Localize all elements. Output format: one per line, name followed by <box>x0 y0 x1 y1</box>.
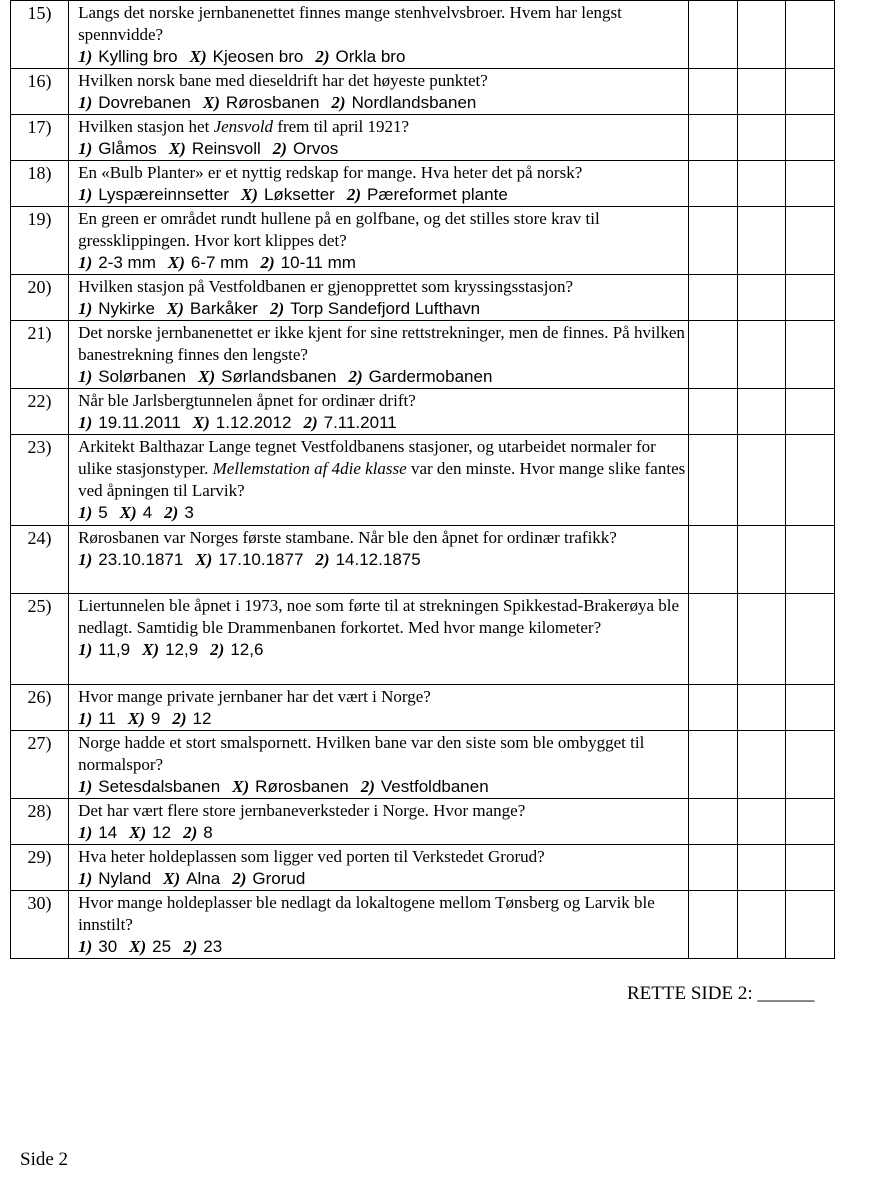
option-key: 1) <box>78 299 93 318</box>
option-value: Kjeosen bro <box>212 47 304 66</box>
answer-options <box>78 708 688 730</box>
option-key: X) <box>129 823 147 842</box>
option-value: Barkåker <box>189 299 258 318</box>
option-key: 2) <box>269 299 285 318</box>
answer-box-1[interactable] <box>688 799 737 845</box>
option-value: 23 <box>203 937 223 956</box>
option-key: 2) <box>346 185 361 204</box>
option-key: 1) <box>78 937 93 956</box>
option-key: 2) <box>315 47 330 66</box>
option-value: 25 <box>152 937 172 956</box>
question-number: 17) <box>11 115 69 161</box>
option-value: Reinsvoll <box>191 139 261 158</box>
option-value: 17.10.1877 <box>218 550 304 569</box>
option-key: 2) <box>315 550 330 569</box>
question-cell <box>69 321 689 389</box>
option-value: Orkla bro <box>335 47 406 66</box>
question-cell <box>69 275 689 321</box>
option-key: 1) <box>78 869 93 888</box>
option-key: 2) <box>232 869 247 888</box>
answer-box-1[interactable] <box>688 731 737 799</box>
option-key: 1) <box>78 253 93 272</box>
option-key: 1) <box>78 823 93 842</box>
option-value: Sørlandsbanen <box>221 367 337 386</box>
question-text: Det har vært flere store jernbaneverksteder i Norge. Hvor mange? <box>78 801 526 820</box>
answer-box-2[interactable] <box>785 435 834 526</box>
answer-box-x[interactable] <box>737 321 785 389</box>
option-value: 10-11 mm <box>280 253 356 272</box>
answer-options <box>78 138 688 160</box>
option-value: 14 <box>98 823 118 842</box>
question-text-part: var den minste. Hvor mange slike fantes ved åpningen til Larvik? <box>78 459 686 500</box>
question-row <box>11 594 835 685</box>
option-value: Pæreformet plante <box>366 185 508 204</box>
answer-options <box>78 92 688 114</box>
question-text: En «Bulb Planter» er et nyttig redskap for mange. Hva heter det på norsk? <box>78 163 583 182</box>
question-cell <box>69 731 689 799</box>
question-text <box>78 436 688 502</box>
question-row <box>11 799 835 845</box>
question-row <box>11 845 835 891</box>
option-value: Rørosbanen <box>225 93 320 112</box>
answer-box-1[interactable] <box>688 207 737 275</box>
answer-box-x[interactable] <box>737 275 785 321</box>
option-value: Løksetter <box>263 185 335 204</box>
question-number: 28) <box>11 799 69 845</box>
question-text: Norge hadde et stort smalspornett. Hvilken bane var den siste som ble ombygget til normalspor? <box>78 733 645 774</box>
question-row <box>11 115 835 161</box>
option-value: 30 <box>98 937 118 956</box>
answer-box-2[interactable] <box>785 526 834 594</box>
question-text: Rørosbanen var Norges første stambane. Når ble den åpnet for ordinær trafikk? <box>78 528 617 547</box>
option-value: 9 <box>150 709 161 728</box>
question-cell <box>69 845 689 891</box>
question-row <box>11 69 835 115</box>
answer-box-x[interactable] <box>737 435 785 526</box>
answer-options <box>78 776 688 798</box>
option-value: 12,6 <box>230 640 264 659</box>
option-value: 23.10.1871 <box>98 550 184 569</box>
answer-options <box>78 868 688 890</box>
score-label: RETTE SIDE 2: ______ <box>627 983 815 1004</box>
answer-box-x[interactable] <box>737 526 785 594</box>
answer-box-x[interactable] <box>737 731 785 799</box>
question-cell <box>69 685 689 731</box>
answer-box-x[interactable] <box>737 685 785 731</box>
page-footer: Side 2 <box>20 1149 69 1170</box>
option-key: 1) <box>78 709 93 728</box>
option-value: 12 <box>152 823 172 842</box>
answer-box-2[interactable] <box>785 845 834 891</box>
answer-options <box>78 46 688 68</box>
question-number: 23) <box>11 435 69 526</box>
question-cell <box>69 207 689 275</box>
option-key: X) <box>192 413 210 432</box>
answer-options <box>78 366 688 388</box>
option-key: X) <box>168 139 186 158</box>
option-value: 14.12.1875 <box>335 550 421 569</box>
option-value: Dovrebanen <box>98 93 191 112</box>
option-key: 2) <box>164 503 179 522</box>
answer-options <box>78 252 688 274</box>
option-value: 2-3 mm <box>98 253 156 272</box>
answer-box-1[interactable] <box>688 594 737 685</box>
answer-options <box>78 549 688 571</box>
answer-options <box>78 412 688 434</box>
option-key: 1) <box>78 93 93 112</box>
option-key: 1) <box>78 413 93 432</box>
option-key: 1) <box>78 550 93 569</box>
question-number: 18) <box>11 161 69 207</box>
answer-box-x[interactable] <box>737 69 785 115</box>
question-number: 24) <box>11 526 69 594</box>
answer-box-1[interactable] <box>688 115 737 161</box>
option-value: 7.11.2011 <box>323 413 397 432</box>
question-text: Liertunnelen ble åpnet i 1973, noe som førte til at strekningen Spikkestad-Brakerøya ble nedlagt. Samtidig ble Drammenbanen forkortet. Med hvor mange kilometer? <box>78 596 680 637</box>
answer-box-x[interactable] <box>737 845 785 891</box>
question-row <box>11 685 835 731</box>
question-cell <box>69 389 689 435</box>
answer-box-1[interactable] <box>688 69 737 115</box>
answer-options <box>78 298 688 320</box>
quiz-table <box>10 0 835 959</box>
question-text: Det norske jernbanenettet er ikke kjent for sine rettstrekninger, men de finnes. På hvilken banestrekning finnes den lengste? <box>78 323 685 364</box>
option-key: X) <box>166 299 184 318</box>
option-key: 2) <box>348 367 363 386</box>
option-key: 2) <box>210 640 225 659</box>
question-row <box>11 1 835 69</box>
option-key: 1) <box>78 185 93 204</box>
question-cell <box>69 526 689 594</box>
question-text-italic: Jensvold <box>213 117 274 136</box>
answer-box-1[interactable] <box>688 321 737 389</box>
option-key: 2) <box>183 823 198 842</box>
answer-box-x[interactable] <box>737 891 785 959</box>
answer-options <box>78 184 688 206</box>
option-value: Solørbanen <box>98 367 187 386</box>
answer-box-x[interactable] <box>737 389 785 435</box>
answer-box-x[interactable] <box>737 161 785 207</box>
option-key: 2) <box>360 777 375 796</box>
question-text: En green er området rundt hullene på en golfbane, og det stilles store krav til gressklippingen. Hvor kort klippes det? <box>78 209 600 250</box>
answer-box-2[interactable] <box>785 207 834 275</box>
option-value: 1.12.2012 <box>215 413 292 432</box>
option-value: Glåmos <box>98 139 157 158</box>
question-number: 27) <box>11 731 69 799</box>
option-key: X) <box>198 367 216 386</box>
option-value: Torp Sandefjord Lufthavn <box>290 299 481 318</box>
option-key: 1) <box>78 640 93 659</box>
option-value: Lyspæreinnsetter <box>98 185 229 204</box>
option-key: 1) <box>78 367 93 386</box>
option-key: 2) <box>183 937 198 956</box>
answer-box-2[interactable] <box>785 275 834 321</box>
option-value: Nyland <box>98 869 152 888</box>
option-value: Alna <box>186 869 221 888</box>
answer-box-1[interactable] <box>688 891 737 959</box>
question-row <box>11 321 835 389</box>
answer-box-2[interactable] <box>785 69 834 115</box>
question-number: 22) <box>11 389 69 435</box>
question-text: Hvor mange holdeplasser ble nedlagt da lokaltogene mellom Tønsberg og Larvik ble innstilt? <box>78 893 655 934</box>
option-value: 12,9 <box>165 640 199 659</box>
question-text-part: Arkitekt Balthazar Lange tegnet Vestfoldbanens stasjoner, og utarbeidet normaler for ulike stasjonstyper. <box>78 437 656 478</box>
option-value: Gardermobanen <box>368 367 493 386</box>
question-row <box>11 389 835 435</box>
question-row <box>11 435 835 526</box>
question-text: Hvor mange private jernbaner har det vært i Norge? <box>78 687 431 706</box>
answer-options <box>78 639 688 661</box>
question-cell <box>69 69 689 115</box>
question-text: Hvilken norsk bane med dieseldrift har det høyeste punktet? <box>78 71 488 90</box>
question-text-italic: Mellemstation af 4die klasse <box>212 459 407 478</box>
question-cell <box>69 594 689 685</box>
option-value: Orvos <box>292 139 339 158</box>
option-key: X) <box>142 640 160 659</box>
option-key: 1) <box>78 139 93 158</box>
option-key: X) <box>232 777 250 796</box>
question-cell <box>69 1 689 69</box>
question-cell <box>69 799 689 845</box>
option-key: 2) <box>172 709 187 728</box>
question-text: Hvilken stasjon på Vestfoldbanen er gjenopprettet som kryssingsstasjon? <box>78 277 574 296</box>
answer-box-2[interactable] <box>785 891 834 959</box>
option-key: X) <box>127 709 145 728</box>
answer-box-1[interactable] <box>688 526 737 594</box>
option-key: 1) <box>78 777 93 796</box>
option-value: 11,9 <box>98 640 131 659</box>
question-row <box>11 275 835 321</box>
question-text-part: Hvilken stasjon het <box>78 117 214 136</box>
question-cell <box>69 161 689 207</box>
answer-box-1[interactable] <box>688 161 737 207</box>
question-row <box>11 526 835 594</box>
question-row <box>11 161 835 207</box>
option-value: 5 <box>98 503 108 522</box>
option-value: 6-7 mm <box>190 253 249 272</box>
option-value: Setesdalsbanen <box>98 777 221 796</box>
option-value: Kylling bro <box>98 47 178 66</box>
option-key: 1) <box>78 47 93 66</box>
option-value: 11 <box>98 709 116 728</box>
option-value: Grorud <box>252 869 306 888</box>
question-cell <box>69 435 689 526</box>
answer-box-2[interactable] <box>785 799 834 845</box>
question-row <box>11 207 835 275</box>
question-number: 15) <box>11 1 69 69</box>
answer-box-2[interactable] <box>785 115 834 161</box>
answer-box-2[interactable] <box>785 389 834 435</box>
question-number: 30) <box>11 891 69 959</box>
question-cell <box>69 891 689 959</box>
option-value: 8 <box>203 823 213 842</box>
question-text <box>78 116 688 138</box>
answer-options <box>78 822 688 844</box>
answer-box-1[interactable] <box>688 389 737 435</box>
question-text: Langs det norske jernbanenettet finnes mange stenhvelvsbroer. Hvem har lengst spennvidde? <box>78 3 622 44</box>
option-key: X) <box>119 503 137 522</box>
question-number: 19) <box>11 207 69 275</box>
question-text: Hva heter holdeplassen som ligger ved porten til Verkstedet Grorud? <box>78 847 545 866</box>
option-value: Vestfoldbanen <box>380 777 489 796</box>
answer-box-2[interactable] <box>785 685 834 731</box>
option-value: 4 <box>142 503 153 522</box>
answer-box-1[interactable] <box>688 435 737 526</box>
question-number: 29) <box>11 845 69 891</box>
option-key: X) <box>202 93 220 112</box>
option-key: X) <box>240 185 258 204</box>
option-key: X) <box>129 937 147 956</box>
option-value: Rørosbanen <box>255 777 349 796</box>
answer-box-x[interactable] <box>737 207 785 275</box>
option-key: X) <box>195 550 213 569</box>
option-value: Nordlandsbanen <box>351 93 477 112</box>
question-number: 25) <box>11 594 69 685</box>
option-value: Nykirke <box>98 299 155 318</box>
question-number: 21) <box>11 321 69 389</box>
option-value: 3 <box>184 503 194 522</box>
option-key: 2) <box>272 139 287 158</box>
option-key: 1) <box>78 503 93 522</box>
answer-box-2[interactable] <box>785 594 834 685</box>
answer-box-2[interactable] <box>785 321 834 389</box>
answer-box-1[interactable] <box>688 1 737 69</box>
answer-options <box>78 936 688 958</box>
answer-box-x[interactable] <box>737 799 785 845</box>
answer-box-2[interactable] <box>785 731 834 799</box>
option-key: X) <box>167 253 185 272</box>
option-key: X) <box>189 47 207 66</box>
answer-box-x[interactable] <box>737 115 785 161</box>
option-key: X) <box>163 869 181 888</box>
option-value: 19.11.2011 <box>98 413 181 432</box>
question-row <box>11 731 835 799</box>
option-key: 2) <box>260 253 275 272</box>
question-cell <box>69 115 689 161</box>
answer-box-1[interactable] <box>688 845 737 891</box>
answer-options <box>78 502 688 524</box>
question-text: Når ble Jarlsbergtunnelen åpnet for ordinær drift? <box>78 391 416 410</box>
answer-box-2[interactable] <box>785 161 834 207</box>
answer-box-2[interactable] <box>785 1 834 69</box>
answer-box-x[interactable] <box>737 1 785 69</box>
answer-box-1[interactable] <box>688 275 737 321</box>
question-row <box>11 891 835 959</box>
option-key: 2) <box>303 413 318 432</box>
quiz-table-body <box>11 1 835 959</box>
option-value: 12 <box>192 709 212 728</box>
answer-box-1[interactable] <box>688 685 737 731</box>
option-key: 2) <box>331 93 346 112</box>
question-number: 20) <box>11 275 69 321</box>
question-number: 16) <box>11 69 69 115</box>
question-text-part: frem til april 1921? <box>273 117 410 136</box>
question-number: 26) <box>11 685 69 731</box>
answer-box-x[interactable] <box>737 594 785 685</box>
